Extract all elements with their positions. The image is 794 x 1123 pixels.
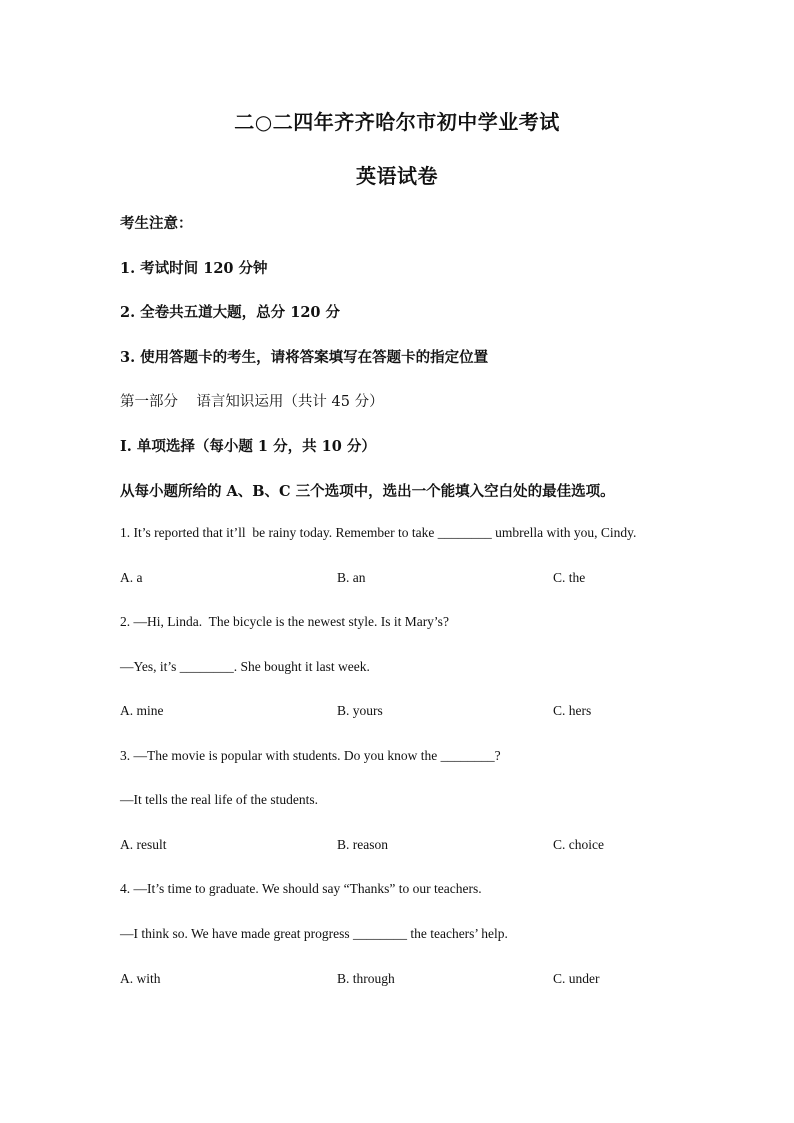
question-4-reply: —I think so. We have made great progress ________ the teachers’ help. bbox=[120, 926, 508, 941]
exam-title: 二○二四年齐齐哈尔市初中学业考试 bbox=[234, 110, 560, 134]
question-2-option-a: A. mine bbox=[120, 703, 164, 718]
section-instruction: 从每小题所给的 A、B、C 三个选项中，选出一个能填入空白处的最佳选项。 bbox=[120, 483, 615, 500]
question-4-stem: 4. —It’s time to graduate. We should say “Thanks” to our teachers. bbox=[120, 881, 482, 896]
part-one-heading: 第一部分 语言知识运用（共计 45 分） bbox=[120, 394, 384, 410]
question-3-stem: 3. —The movie is popular with students. Do you know the ________? bbox=[120, 748, 501, 763]
question-4-option-a: A. with bbox=[120, 971, 161, 986]
question-4-option-c: C. under bbox=[553, 971, 600, 986]
question-3-option-c: C. choice bbox=[553, 837, 604, 852]
question-1-option-b: B. an bbox=[337, 570, 366, 585]
question-2-stem: 2. —Hi, Linda. The bicycle is the newest style. Is it Mary’s? bbox=[120, 614, 449, 629]
question-2-option-b: B. yours bbox=[337, 703, 383, 718]
notice-item-2: 2. 全卷共五道大题，总分 120 分 bbox=[120, 304, 341, 321]
question-3-reply: —It tells the real life of the students. bbox=[120, 792, 318, 807]
question-1-stem: 1. It’s reported that it’ll be rainy today. Remember to take ________ umbrella with you, Cindy. bbox=[120, 525, 637, 540]
question-3-option-a: A. result bbox=[120, 837, 167, 852]
question-1-option-a: A. a bbox=[120, 570, 143, 585]
question-3-option-b: B. reason bbox=[337, 837, 388, 852]
notice-heading: 考生注意： bbox=[120, 215, 193, 232]
exam-subtitle: 英语试卷 bbox=[356, 164, 438, 188]
question-4-option-b: B. through bbox=[337, 971, 395, 986]
notice-item-3: 3. 使用答题卡的考生，请将答案填写在答题卡的指定位置 bbox=[120, 349, 489, 366]
question-1-option-c: C. the bbox=[553, 570, 586, 585]
section-title: I. 单项选择（每小题 1 分，共 10 分） bbox=[120, 438, 376, 455]
question-2-option-c: C. hers bbox=[553, 703, 592, 718]
notice-item-1: 1. 考试时间 120 分钟 bbox=[120, 260, 268, 277]
question-2-reply: —Yes, it’s ________. She bought it last week. bbox=[120, 659, 370, 674]
